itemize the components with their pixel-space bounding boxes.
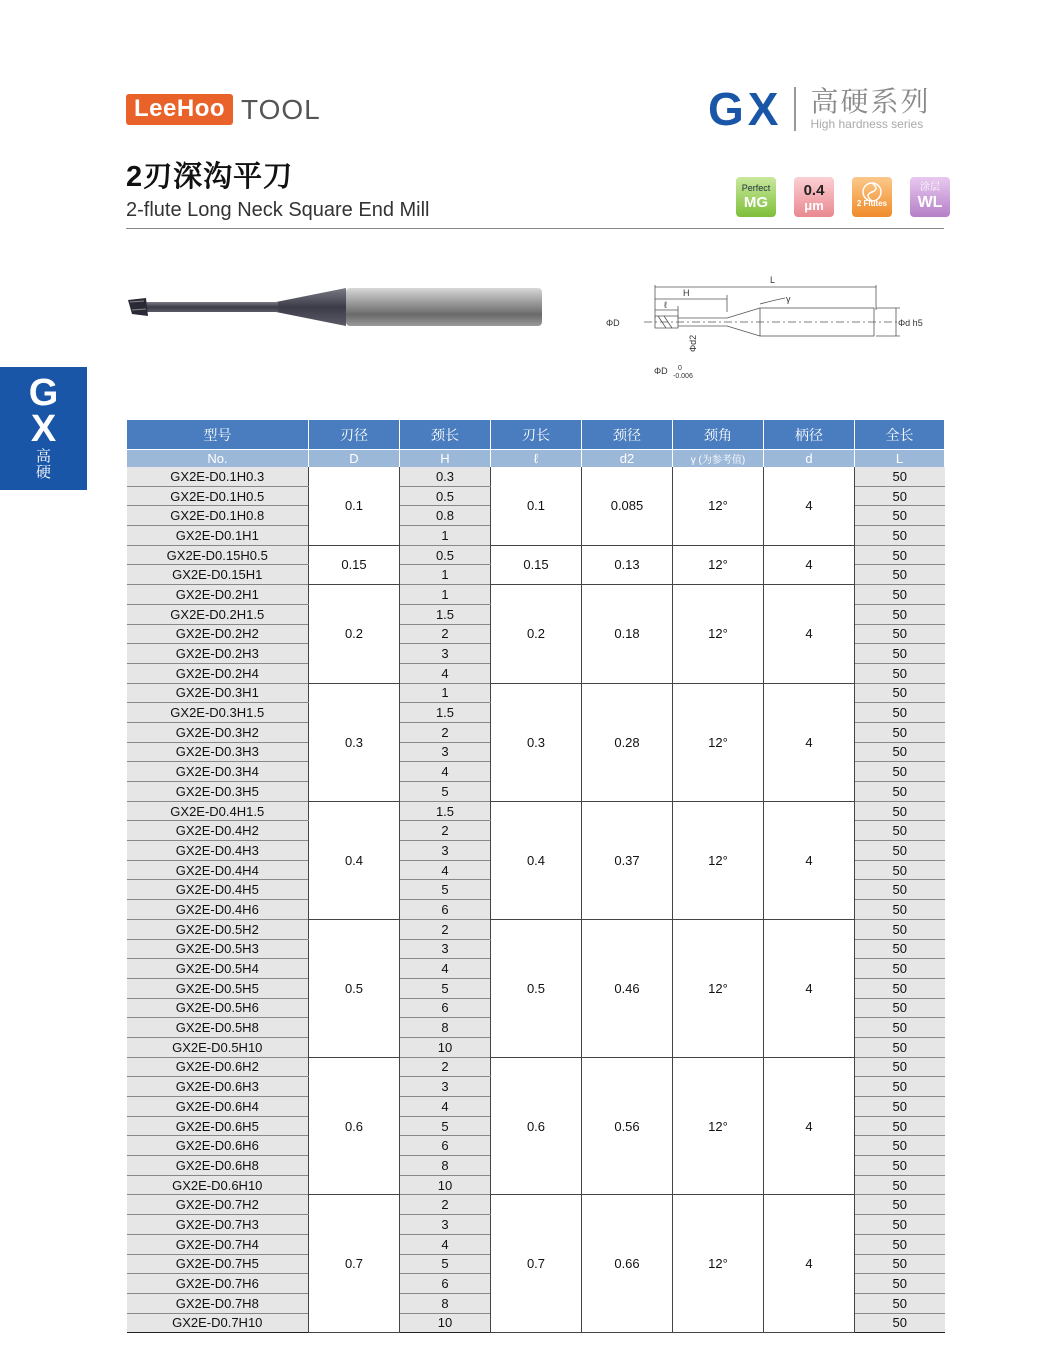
model-number-cell: GX2E-D0.3H2 (127, 722, 309, 742)
overall-length-cell: 50 (855, 841, 945, 861)
coating-badge-icon: 涂层 WL (910, 177, 950, 217)
neck-angle-cell: 12° (673, 467, 764, 545)
shank-diameter-cell: 4 (764, 545, 855, 584)
neck-length-cell: 4 (400, 1234, 491, 1254)
overall-length-cell: 50 (855, 1215, 945, 1235)
neck-length-cell: 6 (400, 900, 491, 920)
model-number-cell: GX2E-D0.7H8 (127, 1293, 309, 1313)
neck-length-cell: 4 (400, 959, 491, 979)
neck-length-cell: 2 (400, 821, 491, 841)
col-symbol: d2 (582, 450, 673, 468)
neck-angle-cell: 12° (673, 585, 764, 683)
series-name-en: High hardness series (810, 117, 924, 131)
neck-diameter-cell: 0.56 (582, 1057, 673, 1195)
diameter-cell: 0.7 (309, 1195, 400, 1333)
brand-logo (126, 94, 321, 125)
neck-diameter-cell: 0.085 (582, 467, 673, 545)
model-number-cell: GX2E-D0.1H0.3 (127, 467, 309, 486)
table-row (127, 801, 945, 821)
overall-length-cell: 50 (855, 545, 945, 565)
neck-angle-cell: 12° (673, 545, 764, 584)
series-name-cn: 高硬系列 (810, 86, 931, 117)
model-number-cell: GX2E-D0.6H5 (127, 1116, 309, 1136)
col-header: 柄径 (764, 420, 855, 450)
neck-length-cell: 1 (400, 526, 491, 546)
neck-length-cell: 5 (400, 880, 491, 900)
neck-angle-cell: 12° (673, 1195, 764, 1333)
neck-length-cell: 3 (400, 644, 491, 664)
overall-length-cell: 50 (855, 1156, 945, 1176)
overall-length-cell: 50 (855, 860, 945, 880)
neck-length-cell: 10 (400, 1313, 491, 1333)
dimension-diagram (600, 270, 940, 390)
model-number-cell: GX2E-D0.4H6 (127, 900, 309, 920)
model-number-cell: GX2E-D0.4H5 (127, 880, 309, 900)
model-number-cell: GX2E-D0.2H3 (127, 644, 309, 664)
table-row (127, 1195, 945, 1215)
mg-badge-icon: Perfect MG (736, 177, 776, 217)
dim-label-H: H (683, 288, 690, 298)
model-number-cell: GX2E-D0.2H1.5 (127, 604, 309, 624)
overall-length-cell: 50 (855, 663, 945, 683)
model-number-cell: GX2E-D0.6H10 (127, 1175, 309, 1195)
overall-length-cell: 50 (855, 467, 945, 486)
neck-length-cell: 2 (400, 722, 491, 742)
neck-diameter-cell: 0.18 (582, 585, 673, 683)
col-symbol: ℓ (491, 450, 582, 468)
neck-length-cell: 4 (400, 762, 491, 782)
overall-length-cell: 50 (855, 1234, 945, 1254)
neck-length-cell: 3 (400, 841, 491, 861)
model-number-cell: GX2E-D0.2H4 (127, 663, 309, 683)
product-title-cn: 2刃深沟平刀 (126, 161, 294, 193)
shank-diameter-cell: 4 (764, 801, 855, 919)
table-header-cn (127, 420, 945, 450)
neck-length-cell: 5 (400, 1116, 491, 1136)
neck-angle-cell: 12° (673, 683, 764, 801)
tool-photo (126, 270, 546, 340)
overall-length-cell: 50 (855, 939, 945, 959)
tolerance-lower: -0.006 (673, 373, 693, 380)
model-number-cell: GX2E-D0.4H4 (127, 860, 309, 880)
overall-length-cell: 50 (855, 565, 945, 585)
neck-diameter-cell: 0.37 (582, 801, 673, 919)
neck-length-cell: 1 (400, 683, 491, 703)
neck-length-cell: 10 (400, 1037, 491, 1057)
flute-length-cell: 0.6 (491, 1057, 582, 1195)
diameter-cell: 0.4 (309, 801, 400, 919)
neck-length-cell: 1.5 (400, 801, 491, 821)
neck-length-cell: 2 (400, 1057, 491, 1077)
diameter-cell: 0.1 (309, 467, 400, 545)
product-title-en: 2-flute Long Neck Square End Mill (126, 199, 430, 221)
overall-length-cell: 50 (855, 801, 945, 821)
flute-length-cell: 0.1 (491, 467, 582, 545)
neck-length-cell: 6 (400, 998, 491, 1018)
col-header: 颈长 (400, 420, 491, 450)
table-row (127, 585, 945, 605)
model-number-cell: GX2E-D0.6H6 (127, 1136, 309, 1156)
model-number-cell: GX2E-D0.4H3 (127, 841, 309, 861)
feature-badges (736, 177, 950, 217)
model-number-cell: GX2E-D0.2H2 (127, 624, 309, 644)
model-number-cell: GX2E-D0.7H5 (127, 1254, 309, 1274)
col-header: 颈角 (673, 420, 764, 450)
col-header: 刃径 (309, 420, 400, 450)
neck-length-cell: 6 (400, 1136, 491, 1156)
model-number-cell: GX2E-D0.6H8 (127, 1156, 309, 1176)
neck-length-cell: 10 (400, 1175, 491, 1195)
spec-table (126, 420, 945, 1333)
model-number-cell: GX2E-D0.6H2 (127, 1057, 309, 1077)
model-number-cell: GX2E-D0.6H4 (127, 1097, 309, 1117)
flute-length-cell: 0.5 (491, 919, 582, 1057)
tolerance-label: ΦD (654, 366, 668, 376)
col-symbol: H (400, 450, 491, 468)
col-header: 刃长 (491, 420, 582, 450)
overall-length-cell: 50 (855, 585, 945, 605)
model-number-cell: GX2E-D0.3H3 (127, 742, 309, 762)
side-tab-cn: 高硬 (35, 448, 51, 481)
neck-length-cell: 5 (400, 782, 491, 802)
neck-length-cell: 1.5 (400, 604, 491, 624)
dim-label-L: L (770, 275, 776, 285)
overall-length-cell: 50 (855, 526, 945, 546)
flute-length-cell: 0.3 (491, 683, 582, 801)
neck-length-cell: 0.5 (400, 486, 491, 506)
model-number-cell: GX2E-D0.5H4 (127, 959, 309, 979)
brand-suffix: TOOL (241, 93, 321, 125)
overall-length-cell: 50 (855, 1097, 945, 1117)
model-number-cell: GX2E-D0.1H0.8 (127, 506, 309, 526)
overall-length-cell: 50 (855, 506, 945, 526)
model-number-cell: GX2E-D0.4H1.5 (127, 801, 309, 821)
col-symbol: D (309, 450, 400, 468)
flute-length-cell: 0.2 (491, 585, 582, 683)
overall-length-cell: 50 (855, 486, 945, 506)
tolerance-upper: 0 (678, 365, 682, 372)
neck-length-cell: 4 (400, 1097, 491, 1117)
neck-length-cell: 3 (400, 1077, 491, 1097)
model-number-cell: GX2E-D0.3H1 (127, 683, 309, 703)
col-symbol: No. (127, 450, 309, 468)
series-title (708, 84, 930, 134)
overall-length-cell: 50 (855, 821, 945, 841)
overall-length-cell: 50 (855, 919, 945, 939)
diameter-cell: 0.5 (309, 919, 400, 1057)
dim-label-gamma: γ (786, 294, 791, 304)
neck-length-cell: 4 (400, 663, 491, 683)
model-number-cell: GX2E-D0.5H8 (127, 1018, 309, 1038)
col-symbol: d (764, 450, 855, 468)
model-number-cell: GX2E-D0.5H3 (127, 939, 309, 959)
diameter-cell: 0.15 (309, 545, 400, 584)
overall-length-cell: 50 (855, 1057, 945, 1077)
overall-length-cell: 50 (855, 722, 945, 742)
model-number-cell: GX2E-D0.5H5 (127, 978, 309, 998)
neck-length-cell: 0.8 (400, 506, 491, 526)
neck-angle-cell: 12° (673, 801, 764, 919)
overall-length-cell: 50 (855, 1116, 945, 1136)
overall-length-cell: 50 (855, 1175, 945, 1195)
overall-length-cell: 50 (855, 1136, 945, 1156)
model-number-cell: GX2E-D0.7H3 (127, 1215, 309, 1235)
overall-length-cell: 50 (855, 742, 945, 762)
table-row (127, 1057, 945, 1077)
dim-label-d2: Φd2 (688, 334, 698, 352)
overall-length-cell: 50 (855, 1195, 945, 1215)
table-header-symbols (127, 450, 945, 468)
overall-length-cell: 50 (855, 1037, 945, 1057)
neck-length-cell: 0.5 (400, 545, 491, 565)
table-row (127, 545, 945, 565)
dim-label-l: ℓ (664, 300, 667, 310)
neck-length-cell: 2 (400, 624, 491, 644)
neck-length-cell: 8 (400, 1018, 491, 1038)
shank-diameter-cell: 4 (764, 1195, 855, 1333)
model-number-cell: GX2E-D0.1H1 (127, 526, 309, 546)
overall-length-cell: 50 (855, 1077, 945, 1097)
overall-length-cell: 50 (855, 880, 945, 900)
model-number-cell: GX2E-D0.3H1.5 (127, 703, 309, 723)
overall-length-cell: 50 (855, 900, 945, 920)
col-symbol: L (855, 450, 945, 468)
table-row (127, 683, 945, 703)
overall-length-cell: 50 (855, 782, 945, 802)
overall-length-cell: 50 (855, 624, 945, 644)
spec-table-body (127, 467, 945, 1333)
neck-angle-cell: 12° (673, 919, 764, 1057)
surface-badge-icon: 0.4 μm (794, 177, 834, 217)
overall-length-cell: 50 (855, 703, 945, 723)
neck-length-cell: 8 (400, 1293, 491, 1313)
model-number-cell: GX2E-D0.3H5 (127, 782, 309, 802)
col-header: 颈径 (582, 420, 673, 450)
overall-length-cell: 50 (855, 683, 945, 703)
neck-length-cell: 3 (400, 939, 491, 959)
side-tab-code: GX (28, 372, 59, 450)
overall-length-cell: 50 (855, 762, 945, 782)
model-number-cell: GX2E-D0.15H0.5 (127, 545, 309, 565)
overall-length-cell: 50 (855, 1254, 945, 1274)
dim-label-phid: Φd h5 (898, 318, 923, 328)
overall-length-cell: 50 (855, 644, 945, 664)
col-symbol: γ (为参考值) (673, 450, 764, 468)
neck-length-cell: 2 (400, 1195, 491, 1215)
neck-length-cell: 5 (400, 978, 491, 998)
model-number-cell: GX2E-D0.5H2 (127, 919, 309, 939)
neck-length-cell: 8 (400, 1156, 491, 1176)
flutes-badge-icon: 2 Flutes (852, 177, 892, 217)
neck-diameter-cell: 0.66 (582, 1195, 673, 1333)
neck-length-cell: 0.3 (400, 467, 491, 486)
neck-length-cell: 4 (400, 860, 491, 880)
model-number-cell: GX2E-D0.5H6 (127, 998, 309, 1018)
series-divider (794, 87, 796, 131)
overall-length-cell: 50 (855, 1293, 945, 1313)
model-number-cell: GX2E-D0.7H4 (127, 1234, 309, 1254)
col-header: 型号 (127, 420, 309, 450)
neck-angle-cell: 12° (673, 1057, 764, 1195)
overall-length-cell: 50 (855, 1018, 945, 1038)
model-number-cell: GX2E-D0.7H2 (127, 1195, 309, 1215)
title-divider (126, 228, 944, 229)
shank-diameter-cell: 4 (764, 919, 855, 1057)
flute-length-cell: 0.4 (491, 801, 582, 919)
model-number-cell: GX2E-D0.3H4 (127, 762, 309, 782)
model-number-cell: GX2E-D0.4H2 (127, 821, 309, 841)
model-number-cell: GX2E-D0.1H0.5 (127, 486, 309, 506)
neck-length-cell: 1 (400, 585, 491, 605)
diameter-cell: 0.2 (309, 585, 400, 683)
flute-length-cell: 0.15 (491, 545, 582, 584)
shank-diameter-cell: 4 (764, 585, 855, 683)
side-tab (0, 367, 87, 490)
neck-diameter-cell: 0.46 (582, 919, 673, 1057)
diameter-cell: 0.3 (309, 683, 400, 801)
table-row (127, 467, 945, 486)
overall-length-cell: 50 (855, 1274, 945, 1294)
neck-length-cell: 3 (400, 1215, 491, 1235)
model-number-cell: GX2E-D0.7H10 (127, 1313, 309, 1333)
shank-diameter-cell: 4 (764, 1057, 855, 1195)
overall-length-cell: 50 (855, 978, 945, 998)
dim-label-phiD: ΦD (606, 318, 620, 328)
neck-length-cell: 6 (400, 1274, 491, 1294)
overall-length-cell: 50 (855, 959, 945, 979)
overall-length-cell: 50 (855, 998, 945, 1018)
neck-length-cell: 2 (400, 919, 491, 939)
table-row (127, 919, 945, 939)
model-number-cell: GX2E-D0.15H1 (127, 565, 309, 585)
neck-diameter-cell: 0.13 (582, 545, 673, 584)
brand-name: LeeHoo (126, 94, 233, 125)
model-number-cell: GX2E-D0.7H6 (127, 1274, 309, 1294)
model-number-cell: GX2E-D0.5H10 (127, 1037, 309, 1057)
model-number-cell: GX2E-D0.6H3 (127, 1077, 309, 1097)
series-code: GX (708, 83, 783, 135)
shank-diameter-cell: 4 (764, 683, 855, 801)
shank-diameter-cell: 4 (764, 467, 855, 545)
overall-length-cell: 50 (855, 1313, 945, 1333)
neck-length-cell: 1.5 (400, 703, 491, 723)
neck-diameter-cell: 0.28 (582, 683, 673, 801)
model-number-cell: GX2E-D0.2H1 (127, 585, 309, 605)
col-header: 全长 (855, 420, 945, 450)
overall-length-cell: 50 (855, 604, 945, 624)
neck-length-cell: 5 (400, 1254, 491, 1274)
neck-length-cell: 3 (400, 742, 491, 762)
flute-length-cell: 0.7 (491, 1195, 582, 1333)
neck-length-cell: 1 (400, 565, 491, 585)
diameter-cell: 0.6 (309, 1057, 400, 1195)
